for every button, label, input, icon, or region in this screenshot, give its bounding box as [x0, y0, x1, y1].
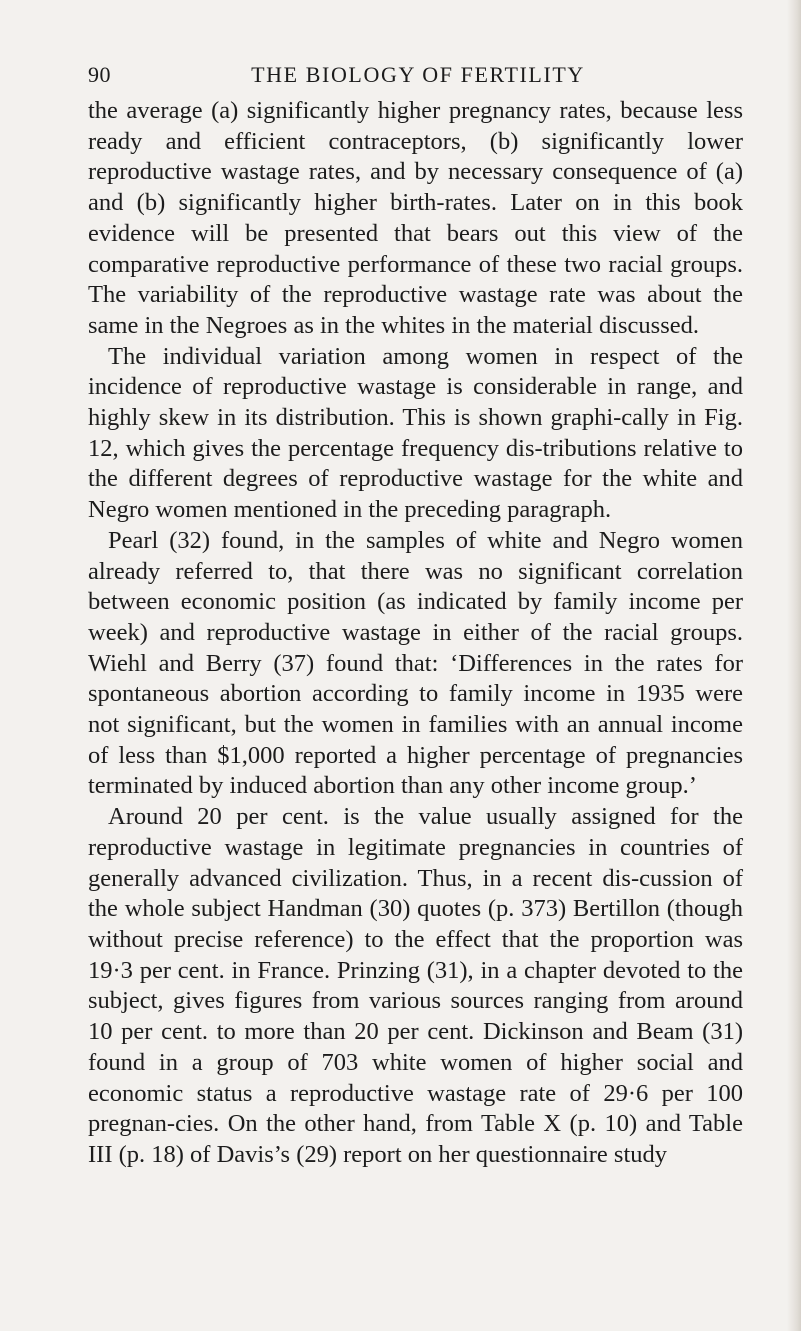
page-header	[88, 62, 748, 92]
paragraph-twenty-per-cent: Around 20 per cent. is the value usually assigned for the reproductive wastage in legitimate pregnancies in countries of generally advanced civilization. Thus, in a recent dis-cussion of the whole subject Handman (30) quotes (p. 373) Bertillon (though without precise reference) to the effect that the proportion was 19·3 per cent. in France. Prinzing (31), in a chapter devoted to the subject, gives figures from various sources ranging from around 10 per cent. to more than 20 per cent. Dickinson and Beam (31) found in a group of 703 white women of higher social and economic status a reproductive wastage rate of 29·6 per 100 pregnan-cies. On the other hand, from Table X (p. 10) and Table III (p. 18) of Davis’s (29) report on her questionnaire study	[88, 803, 743, 1168]
paragraph-continued: the average (a) significantly higher pregnancy rates, because less ready and efficient contraceptors, (b) significantly lower reproductive wastage rates, and by necessary consequence of (a) and (b) significantly higher birth-rates. Later on in this book evidence will be presented that bears out this view of the comparative reproductive performance of these two racial groups. The variability of the reproductive wastage rate was about the same in the Negroes as in the whites in the material discussed.	[88, 97, 743, 339]
paragraph-individual-variation: The individual variation among women in respect of the incidence of reproductive wastage is considerable in range, and highly skew in its distribution. This is shown graphi-cally in Fig. 12, which gives the percentage frequency dis-tributions relative to the different degrees of reproductive wastage for the white and Negro women mentioned in the preceding paragraph.	[88, 342, 743, 524]
body-text	[88, 96, 743, 1171]
running-head: THE BIOLOGY OF FERTILITY	[251, 62, 585, 87]
page-number: 90	[88, 62, 111, 87]
page-edge-shadow	[787, 0, 801, 1331]
paragraph-pearl-findings: Pearl (32) found, in the samples of white and Negro women already referred to, that there was no significant correlation between economic position (as indicated by family income per week) and reproductive wastage in either of the racial groups. Wiehl and Berry (37) found that: ‘Differences in the rates for spontaneous abortion according to family income in 1935 were not significant, but the women in families with an annual income of less than $1,000 reported a higher percentage of pregnancies terminated by induced abortion than any other income group.’	[88, 526, 743, 800]
